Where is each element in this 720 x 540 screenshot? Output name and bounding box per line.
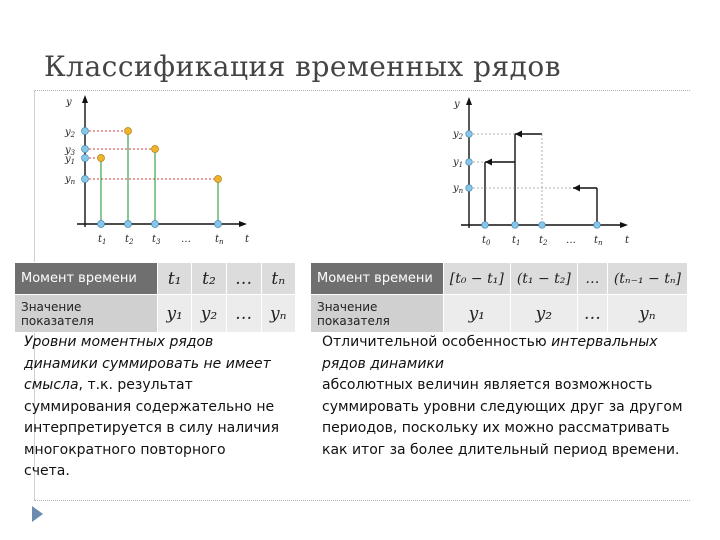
y-axis-arrow xyxy=(82,95,88,103)
cell-y2: y₂ xyxy=(192,295,226,333)
row-label-value: Значение показателя xyxy=(15,295,158,333)
cell-y2: y₂ xyxy=(510,295,577,333)
point-t2-y2 xyxy=(125,128,132,135)
cell-yn: yₙ xyxy=(261,295,295,333)
x-tick-tn: $t_n$ xyxy=(594,235,603,247)
cell-dots: … xyxy=(577,263,607,295)
y-marker-y2 xyxy=(82,128,89,135)
row-label-moment: Момент времени xyxy=(15,263,158,295)
point-t3-y3 xyxy=(152,146,159,153)
cell-interval-n: (tₙ₋₁ − tₙ] xyxy=(607,263,687,295)
cell-dots: … xyxy=(226,295,261,333)
y-marker-y1 xyxy=(82,155,89,162)
cell-tn: tₙ xyxy=(261,263,295,295)
x-axis-label: t xyxy=(245,234,250,245)
cell-interval-2: (t₁ − t₂] xyxy=(510,263,577,295)
x-tick-t1: $t_1$ xyxy=(512,235,521,247)
cell-y1: y₁ xyxy=(443,295,510,333)
interval-series-note xyxy=(322,332,702,461)
table-row xyxy=(311,263,688,295)
note-text: суммирования содержательно не xyxy=(24,398,275,415)
y-marker-y1 xyxy=(466,159,473,166)
note-text: Отличительной особенностью xyxy=(322,334,552,350)
note-text: счета. xyxy=(24,463,70,479)
note-text: многократного повторного xyxy=(24,441,226,458)
moment-series-table xyxy=(14,262,296,333)
y-axis-label: y xyxy=(66,97,72,108)
x-axis-arrow xyxy=(620,222,628,228)
x-tick-t1: $t_1$ xyxy=(98,234,107,246)
x-tick-dots: … xyxy=(566,235,576,246)
cell-interval-1: [t₀ − t₁] xyxy=(443,263,510,295)
note-text: как итог за более длительный период времени. xyxy=(322,441,680,458)
y-marker-yn xyxy=(466,185,473,192)
x-tick-t2: $t_2$ xyxy=(539,235,548,247)
arrow-y2 xyxy=(515,131,522,138)
note-emph: Уровни моментных рядов xyxy=(24,334,214,350)
y-tick-y1: $y_1$ xyxy=(453,157,464,169)
interval-series-table xyxy=(310,262,688,333)
point-t1-y1 xyxy=(98,155,105,162)
arrow-yn xyxy=(573,185,580,192)
page-title: Классификация временных рядов xyxy=(44,50,562,83)
x-marker-t2 xyxy=(125,221,132,228)
cell-t1: t₁ xyxy=(158,263,192,295)
note-emph: смысла xyxy=(24,377,79,393)
cell-y1: y₁ xyxy=(158,295,192,333)
y-axis-arrow xyxy=(466,97,472,105)
x-marker-tn xyxy=(594,222,601,229)
note-text: , т.к. результат xyxy=(78,377,193,393)
table-row xyxy=(15,295,296,333)
note-emph: рядов динамики xyxy=(322,355,444,372)
point-tn-yn xyxy=(215,176,222,183)
x-axis-label: t xyxy=(625,235,630,246)
y-tick-yn: $y_n$ xyxy=(453,183,464,195)
x-marker-t3 xyxy=(152,221,159,228)
row-label-value: Значение показателя xyxy=(311,295,444,333)
cell-t2: t₂ xyxy=(192,263,226,295)
x-marker-t1 xyxy=(512,222,519,229)
y-axis-label: y xyxy=(454,99,460,110)
table-row xyxy=(311,295,688,333)
title-divider xyxy=(34,90,690,91)
x-marker-t2 xyxy=(539,222,546,229)
x-marker-t1 xyxy=(98,221,105,228)
row-label-moment: Момент времени xyxy=(311,263,444,295)
cell-dots: … xyxy=(226,263,261,295)
note-emph: динамики суммировать не имеет xyxy=(24,355,271,372)
x-tick-t2: $t_2$ xyxy=(125,234,134,246)
arrow-y1 xyxy=(485,159,492,166)
note-emph: интервальных xyxy=(551,334,658,350)
x-tick-dots: … xyxy=(181,234,191,245)
x-axis-arrow xyxy=(239,221,247,227)
note-text: интерпретируется в силу наличия xyxy=(24,420,280,436)
bullet-arrow-icon xyxy=(32,506,43,522)
y-tick-yn: $y_n$ xyxy=(65,174,76,186)
y-tick-y3: $y_3$ xyxy=(65,145,76,157)
note-text: периодов, поскольку их можно рассматривать xyxy=(322,420,670,436)
x-tick-tn: $t_n$ xyxy=(215,234,224,246)
table-row xyxy=(15,263,296,295)
footer-divider xyxy=(34,500,690,501)
cell-dots: … xyxy=(577,295,607,333)
interval-series-chart xyxy=(445,92,645,252)
y-tick-y1: $y_1$ xyxy=(65,154,76,166)
y-tick-y2: $y_2$ xyxy=(453,129,464,141)
y-tick-y2: $y_2$ xyxy=(65,127,76,139)
moment-series-note xyxy=(24,332,314,483)
cell-yn: yₙ xyxy=(607,295,687,333)
x-tick-t3: $t_3$ xyxy=(152,234,161,246)
y-marker-y2 xyxy=(466,131,473,138)
note-text: абсолютных величин является возможность xyxy=(322,377,653,393)
x-marker-t0 xyxy=(482,222,489,229)
x-tick-t0: $t_0$ xyxy=(482,235,491,247)
y-marker-yn xyxy=(82,176,89,183)
note-text: суммировать уровни следующих друг за другом xyxy=(322,398,683,415)
y-marker-y3 xyxy=(82,146,89,153)
moment-series-chart xyxy=(55,92,265,252)
x-marker-tn xyxy=(215,221,222,228)
